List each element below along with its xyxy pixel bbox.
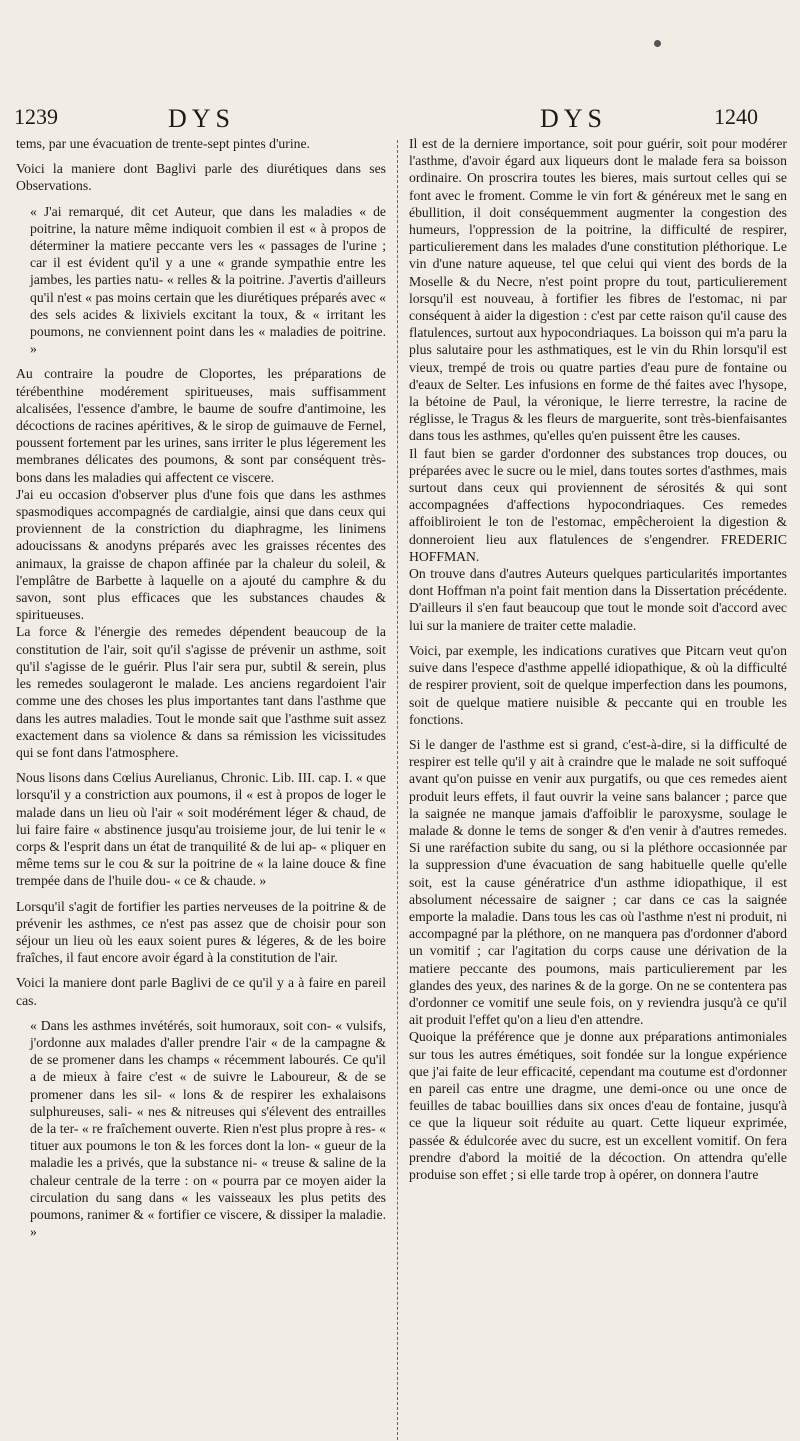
paragraph: Voici la maniere dont parle Baglivi de ce qu'il y a à faire en pareil cas. xyxy=(16,975,386,1008)
left-column xyxy=(16,135,386,1240)
paragraph: J'ai eu occasion d'observer plus d'une fois que dans les asthmes spasmodiques accompagnés de cardialgie, ainsi que dans ceux qui proviennent de la constriction du diaphragme, les linimens adoucissans & anodyns préparés avec les graisses récentes des animaux, la graisse de chapon affinée par la chaleur du soleil, & l'emplâtre de Barbette à laquelle on a ajouté du camphre & du savon, sont plus efficaces que les substances chaudes & spiritueuses. xyxy=(16,486,386,623)
paragraph: Si le danger de l'asthme est si grand, c'est-à-dire, si la difficulté de respirer est telle qu'il y ait à craindre que le malade ne soit suffoqué avant qu'on puisse en venir aux purgatifs, ou que ces remedes aient produit leurs effets, il faut ouvrir la veine sans balancer ; parce que la saignée ne manque jamais d'affoiblir le paroxysme, soulage le malade & donne le tems de songer & d'en venir à d'autres remedes. Si une raréfaction subite du sang, ou si la pléthore occasionnée par la suppression d'une évacuation de sang habituelle quelle qu'elle soit, est la cause génératrice d'un asthme idiopathique, il est absolument nécessaire de saigner ; car dans ce cas la saignée emporte la maladie. Dans tous les cas où l'asthme n'est ni produit, ni accompagné par la pléthore, on ne manquera pas d'ordonner d'abord un vomitif ; car l'agitation du corps cause une dérivation de la matiere peccante des poumons, mais particulierement par les glandes des yeux, des narines & de la gorge. On ne se contentera pas d'ordonner ce vomitif une seule fois, on y reviendra jusqu'à ce qu'il ait produit l'effet qu'on a lieu d'en attendre. xyxy=(409,736,787,1028)
right-running-head: DYS xyxy=(540,104,608,133)
paragraph: Lorsqu'il s'agit de fortifier les parties nerveuses de la poitrine & de prévenir les asthmes, ce n'est pas assez que de choisir pour son séjour un lieu où les eaux soient pures & légeres, & de les boire fraîches, il faut encore avoir égard à la constitution de l'air. xyxy=(16,898,386,966)
paragraph: Quoique la préférence que je donne aux préparations antimoniales sur tous les autres émétiques, soit fondée sur la longue expérience que j'ai faite de leur efficacité, cependant ma coutume est d'ordonner en pareil cas entre une dragme, une demi-once ou une once de feuilles de tabac bouillies dans six onces d'eau de fontaine, jusqu'à ce que la liqueur soit réduite au quart. Cette liqueur exprimée, passée & édulcorée avec du sucre, est un excellent vomitif. On fera prendre d'abord la moitié de la décoction. On attendra qu'elle produise son effet ; si elle tarde trop à opérer, on donnera l'autre xyxy=(409,1029,787,1182)
paragraph: Nous lisons dans Cœlius Aurelianus, Chronic. Lib. III. cap. I. « que lorsqu'il y a constriction aux poumons, il « est à propos de loger le malade dans un lieu où l'air « soit modérément léger & chaud, de lui faire faire « abstinence jusqu'au troisieme jour, de lui tenir le « corps & l'esprit dans un état de tranquilité & de lui ap- « pliquer en même tems sur le cou & sur la poitrine de « la laine douce & fine trempée dans de l'huile dou- « ce & chaude. » xyxy=(16,770,386,889)
paragraph: Il faut bien se garder d'ordonner des substances trop douces, ou préparées avec le sucre ou le miel, dans toutes sortes d'asthmes, mais surtout dans ceux qui proviennent de sérosités & qui sont accompagnées d'affections hypocondriaques. Ces remedes affoibliroient le ton de l'estomac, empêcheroient la digestion & donneroient lieu aux flatulences de s'engendrer. FREDERIC HOFFMAN. xyxy=(409,445,787,564)
paragraph: On trouve dans d'autres Auteurs quelques particularités importantes dont Hoffman n'a point fait mention dans la Dissertation précédente. D'ailleurs il s'en faut beaucoup que tout le monde soit d'accord avec lui sur la maniere de traiter cette maladie. xyxy=(409,566,787,633)
ink-speck xyxy=(654,40,661,47)
paragraph: Voici, par exemple, les indications curatives que Pitcarn veut qu'on suive dans l'espece d'asthme appellé idiopathique, & où la difficulté de respirer provient, soit de quelque imperfection dans les poumons, soit de quelque matiere nuisible & peccante qui en trouble les fonctions. xyxy=(409,642,787,727)
quotation: « J'ai remarqué, dit cet Auteur, que dans les maladies « de poitrine, la nature même indiquoit combien il est « à propos de déterminer la matiere peccante vers les « passages de l'urine ; car il est évident qu'il y a une « grande sympathie entre les jambes, les parties natu- « relles & la poitrine. J'avertis d'ailleurs qu'il n'est « pas moins certain que les diurétiques préparés avec « des sels acides & lixiviels excitant la toux, & « irritant les poumons, ne conviennent point dans les « maladies de poitrine. » xyxy=(30,203,386,357)
left-running-head: DYS xyxy=(168,104,236,133)
paragraph: Au contraire la poudre de Cloportes, les préparations de térébenthine modérement spiritueuses, mais suffisamment alcalisées, l'essence d'ambre, le baume de soufre d'antimoine, les décoctions de racines apéritives, & le sirop de guimauve de Fernel, poussent fortement par les urines, sans irriter le plus légerement les membranes délicates des poumons, & sont par conséquent très-bons dans les maladies qui affectent ce viscere. xyxy=(16,366,386,485)
left-page-number: 1239 xyxy=(14,104,58,129)
paragraph: Voici la maniere dont Baglivi parle des diurétiques dans ses Observations. xyxy=(16,161,386,194)
column-divider xyxy=(397,140,398,1440)
quotation: « Dans les asthmes invétérés, soit humoraux, soit con- « vulsifs, j'ordonne aux malades d'aller prendre l'air « de la campagne & de se promener dans les champs « récemment labourés. Ce qu'il a de mieux à faire c'est « de suivre le Laboureur, & de se promener dans les sil- « lons & de respirer les exhalaisons sulphureuses, sali- « nes & nitreuses qui s'élevent des entrailles de la ter- « re fraîchement ouverte. Rien n'est plus propre à res- « tituer aux poumons le ton & les forces dont la lon- « gueur de la maladie les a privés, que la substance ni- « treuse & saline de la chaleur centrale de la terre : on « pourra par ce moyen aider la circulation du sang dans « les vaisseaux les plus petits des poumons, ranimer & « fortifier ce viscere, & dissiper la maladie. » xyxy=(30,1017,386,1240)
paragraph: tems, par une évacuation de trente-sept pintes d'urine. xyxy=(16,136,310,151)
right-page-number: 1240 xyxy=(714,104,758,129)
right-column xyxy=(409,135,787,1183)
paragraph: Il est de la derniere importance, soit pour guérir, soit pour modérer l'asthme, d'avoir égard aux liqueurs dont le malade fera sa boisson ordinaire. On proscrira toutes les bieres, mais surtout celles qui se font avec le froment. Comme le vin fort & généreux met le sang en ébullition, il doit conséquemment augmenter la congestion des humeurs, l'oppression de la poitrine, la difficulté de respirer, particulierement dans les malades d'une constitution pléthorique. Le vin d'une nature aqueuse, tel que celui qui vient des bords de la Moselle & du Necre, n'est point propre du tout, particulierement lorsqu'il est nouveau, à fortifier les fibres de l'estomac, ni par conséquent à aider la digestion : c'est par cette raison qu'il cause des flatulences, surtout aux hypocondriaques. La boisson qui m'a paru la plus salutaire pour les asthmatiques, est le vin du Rhin lorsqu'il est vieux, trempé de trois ou quatre parties d'eau pure de fontaine ou d'eaux de Selter. Les infusions en forme de thé faites avec l'hysope, la bétoine de Paul, la véronique, le lierre terrestre, la racine de réglisse, le Tragus & les fleurs de marguerite, sont très-bienfaisantes dans tous les asthmes, qu'elles qu'en puissent être les causes. xyxy=(409,136,787,444)
paragraph: La force & l'énergie des remedes dépendent beaucoup de la constitution de l'air, soit qu'il s'agisse de prévenir un asthme, soit qu'il s'agisse de le guérir. Plus l'air sera pur, subtil & serein, plus les remedes soulageront le malade. Les anciens regardoient l'air comme une des choses les plus importantes tant dans l'asthme que dans les autres maladies. Tout le monde sait que l'asthme suit assez exactement dans sa violence & dans sa rémission les vicissitudes qui se font dans l'atmosphere. xyxy=(16,624,386,760)
